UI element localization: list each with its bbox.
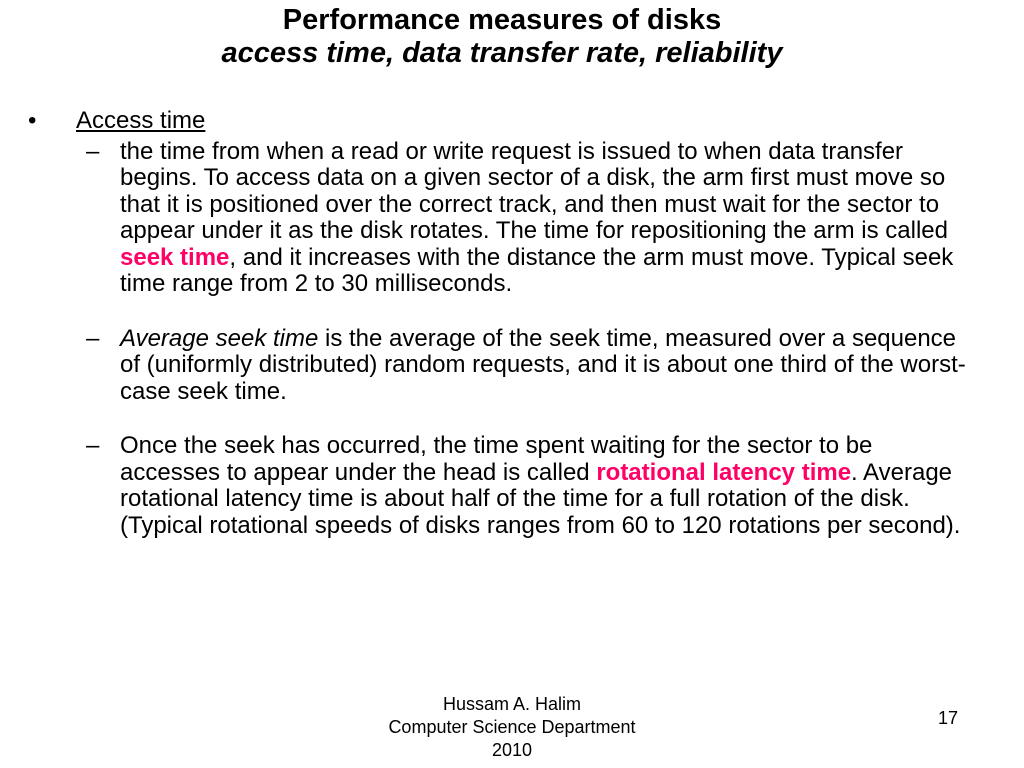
section-label: Access time xyxy=(76,107,206,134)
text-run: . Average rotational latency time is about half of the time for a full rotation of the disk. (Typical rotational speeds of disks ranges from 60 to 120 rotations per second). xyxy=(120,458,961,539)
bullet-access-time xyxy=(28,108,978,135)
slide-title: Performance measures of disks xyxy=(282,4,722,36)
slide-subtitle: access time, data transfer rate, reliability xyxy=(221,37,783,69)
highlight-rotational-latency-time: rotational latency time xyxy=(596,458,852,486)
term-average-seek-time: Average seek time xyxy=(120,324,319,352)
text-run: the time from when a read or write request is issued to when data transfer begins. To access data on a given sector of a disk, the arm first must move so that it is positioned over the correct track, and then must wait for the sector to appear under it as the disk rotates. The time for repositioning the arm is called xyxy=(120,137,948,244)
text-run: is the average of the seek time, measured over a sequence of (uniformly distributed) random requests, and it is about one third of the worst-case seek time. xyxy=(120,324,966,405)
bullet-marker: • xyxy=(28,107,37,134)
sub-point-rotational-latency xyxy=(28,433,978,539)
slide-content xyxy=(28,108,978,539)
text-run: Once the seek has occurred, the time spent waiting for the sector to be accesses to appear under the head is called xyxy=(120,432,873,486)
dash-marker: – xyxy=(86,324,100,352)
dash-marker: – xyxy=(86,137,100,165)
sub-point-access-time-definition xyxy=(28,139,978,298)
text-run: , and it increases with the distance the arm must move. Typical seek time range from 2 to 30 milliseconds. xyxy=(120,243,954,297)
footer-year: 2010 xyxy=(491,740,533,760)
sub-point-average-seek-time xyxy=(28,326,978,406)
spacer xyxy=(28,405,978,433)
page-number: 17 xyxy=(938,708,959,728)
footer-department: Computer Science Department xyxy=(388,717,636,737)
highlight-seek-time: seek time xyxy=(120,243,230,271)
slide-title-block xyxy=(0,4,1004,70)
spacer xyxy=(28,298,978,326)
footer-author: Hussam A. Halim xyxy=(442,694,582,714)
slide-footer xyxy=(352,693,672,762)
dash-marker: – xyxy=(86,432,100,459)
